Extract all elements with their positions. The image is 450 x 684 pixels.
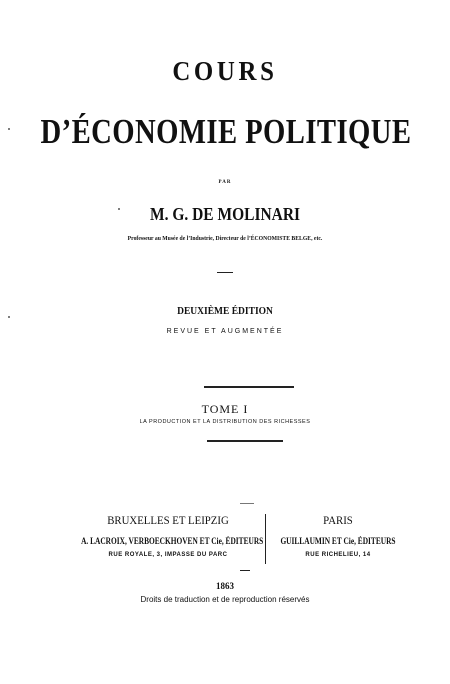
revised-label: REVUE ET AUGMENTÉE — [166, 328, 284, 335]
year-dash — [240, 570, 250, 571]
print-speck — [8, 128, 10, 130]
cours-heading: COURS — [172, 56, 278, 86]
tome-divider-bottom — [207, 440, 283, 442]
imprint-left-publisher: A. LACROIX, VERBOECKHOVEN ET Cie, ÉDITEURS — [81, 536, 264, 546]
imprint-right-city: PARIS — [323, 513, 353, 527]
tome-subtitle: LA PRODUCTION ET LA DISTRIBUTION DES RICHESSES — [139, 419, 311, 425]
imprint-right-address: RUE RICHELIEU, 14 — [305, 552, 371, 558]
imprint-left — [62, 513, 274, 558]
print-speck — [8, 316, 10, 318]
edition-label: DEUXIÈME ÉDITION — [177, 306, 273, 317]
tome-divider-top — [204, 386, 294, 388]
book-title: D’ÉCONOMIE POLITIQUE — [40, 112, 412, 151]
imprint-left-city: BRUXELLES ET LEIPZIG — [107, 513, 229, 527]
tome-label: TOME I — [201, 402, 249, 416]
imprint-right-publisher: GUILLAUMIN ET Cie, ÉDITEURS — [280, 536, 396, 546]
author-affiliation: Professeur au Musée de l’Industrie, Directeur de l’ÉCONOMISTE BELGE, etc. — [127, 236, 323, 242]
imprint-left-address: RUE ROYALE, 3, IMPASSE DU PARC — [108, 552, 228, 558]
imprint-right — [258, 513, 418, 558]
par-label: PAR — [218, 180, 232, 185]
author-name: M. G. DE MOLINARI — [149, 204, 301, 224]
rights-notice: Droits de traduction et de reproduction réservés — [140, 595, 310, 604]
short-divider — [217, 272, 233, 273]
ornament-dash — [240, 503, 254, 504]
publication-year: 1863 — [216, 581, 234, 591]
print-speck — [118, 208, 120, 210]
